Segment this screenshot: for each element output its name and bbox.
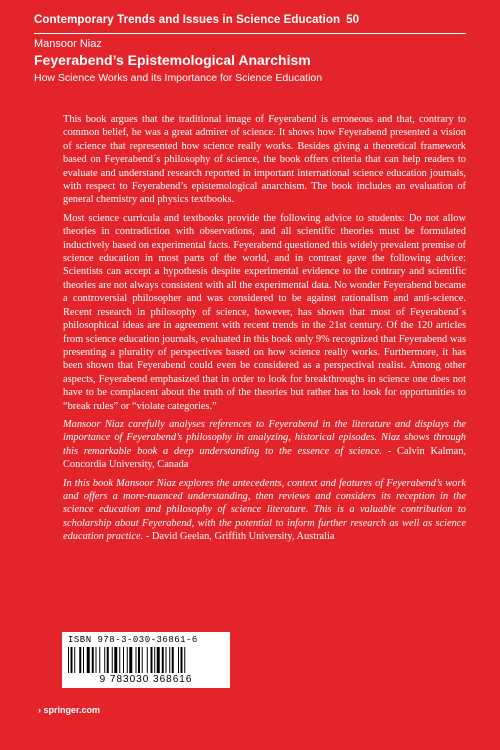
isbn-barcode: [62, 632, 230, 688]
barcode-bar: [181, 647, 183, 673]
barcode-bars: [68, 647, 224, 673]
barcode-bar: [119, 647, 120, 673]
barcode-bar: [172, 647, 174, 673]
barcode-bar: [147, 647, 148, 673]
barcode-bar: [127, 647, 128, 673]
barcode-bar: [79, 647, 81, 673]
barcode-bar: [166, 647, 167, 673]
book-subtitle: How Science Works and its Importance for Science Education: [34, 72, 323, 84]
barcode-bar: [169, 647, 170, 673]
barcode-bar: [83, 647, 84, 673]
description-paragraph-2: Most science curricula and textbooks provide the following advice to students: Do not allow theories in contradiction with observations, and all scientific theories must be formulated inductively based on experimental facts. Feyerabend questioned this widely prevalent premise of science education in most parts of the world, and in contrast gave the following advice: Scientists can accept a hypothesis despite experimental evidence to the contrary and scientific theories are not always consistent with all the experimental data. No wonder Feyerabend became a controversial philosopher and was considered to be against rationalism and anti-science. Recent research in philosophy of science, however, has shown that most of Feyerabend´s philosophical ideas are in agreement with recent trends in the 21st century. Of the 120 articles from science education journals, evaluated in this book only 9% recognized that Feyerabend was presenting a plurality of perspectives based on how science really works. Furthermore, it has been shown that Feyerabend could even be considered as a perspectival realist. Among other aspects, Feyerabend emphasized that in order to look for breakthroughs in science one does not have to be complacent about the truth of the theories but rather has to look for opportunities to “break rules” or “violate categories.”: [63, 212, 466, 412]
isbn-label: ISBN 978-3-030-36861-6: [68, 635, 198, 645]
review-quote-1-text: Mansoor Niaz carefully analyses references to Feyerabend in the literature and displays the importance of Feyerabend’s philosophy in analyzing, historical episodes. Niaz shows through this remarkable book a deep understanding to the essence of science.: [63, 418, 466, 457]
barcode-bar: [154, 647, 155, 673]
author-name: Mansoor Niaz: [34, 38, 102, 50]
description-paragraph-1: This book argues that the traditional image of Feyerabend is erroneous and that, contrary to common belief, he was a great admirer of science. It shows how Feyerabend presented a vision of science that represented how science really works. Besides giving a theoretical framework based on Feyerabend´s philosophy of science, the book offers criteria that can help readers to evaluate and understand research reported in important international science education journals, with respect to Feyerabend’s epistemological anarchism. The book includes an evaluation of general chemistry and physics textbooks.: [63, 114, 466, 206]
back-cover-text: [63, 113, 466, 549]
barcode-bar: [92, 647, 94, 673]
barcode-bar: [184, 647, 185, 673]
book-title: Feyerabend’s Epistemological Anarchism: [34, 52, 311, 68]
publisher-site: › springer.com: [38, 705, 101, 715]
header-divider: [34, 33, 466, 34]
barcode-bar: [157, 647, 160, 673]
review-quote-1: [63, 418, 466, 472]
barcode-bar: [71, 647, 73, 673]
barcode-bar: [151, 647, 153, 673]
barcode-bar: [74, 647, 75, 673]
barcode-bar: [123, 647, 124, 673]
barcode-bar: [178, 647, 179, 673]
review-quote-2-attribution: - David Geelan, Griffith University, Australia: [145, 531, 335, 543]
barcode-bar: [107, 647, 109, 673]
barcode-bar: [129, 647, 132, 673]
review-quote-2: [63, 477, 466, 544]
barcode-bar: [114, 647, 117, 673]
barcode-bar: [87, 647, 90, 673]
barcode-bar: [112, 647, 113, 673]
series-line: [34, 14, 359, 26]
barcode-bar: [162, 647, 164, 673]
barcode-bar: [136, 647, 137, 673]
barcode-bar: [99, 647, 100, 673]
barcode-digits: 9 783030 368616: [99, 674, 193, 685]
review-quote-2-text: In this book Mansoor Niaz explores the antecedents, context and features of Feyerabend’s work and offers a more-nuanced understanding, then reviews and considers its reception in the science education and philosophy of science literature. This is a valuable contribution to scholarship about Feyerabend, with the potential to inform further research as well as science education practice.: [63, 477, 466, 543]
series-name: Contemporary Trends and Issues in Science Education: [34, 14, 341, 26]
barcode-bar: [96, 647, 97, 673]
barcode-bar: [104, 647, 105, 673]
barcode-bar: [138, 647, 140, 673]
series-number: 50: [346, 14, 360, 26]
barcode-bar: [68, 647, 69, 673]
barcode-bar: [142, 647, 143, 673]
review-quote-1-attribution: - Calvin Kalman, Concordia University, Canada: [63, 445, 466, 471]
